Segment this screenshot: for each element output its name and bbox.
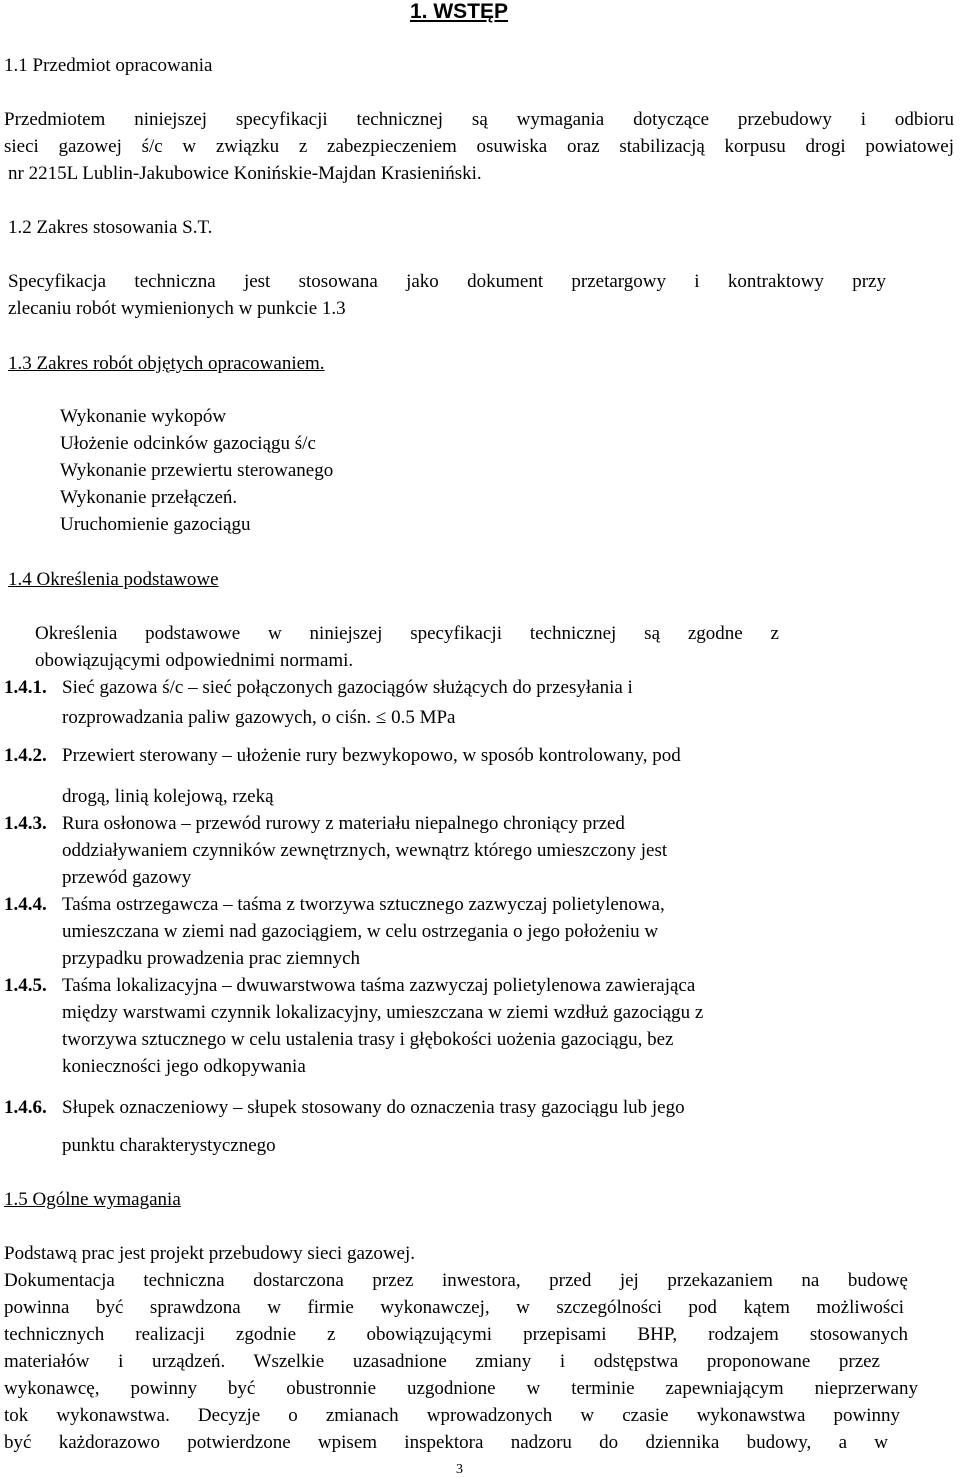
section-1-5-line: wykonawcę, powinny być obustronnie uzgodnione w terminie zapewniającym nieprzerwany	[4, 1378, 918, 1399]
definition-line: między warstwami czynnik lokalizacyjny, umieszczana w ziemi wzdłuż gazociągu z	[62, 1002, 704, 1023]
section-1-2-line: zlecaniu robót wymienionych w punkcie 1.3	[8, 298, 346, 319]
scope-item: Wykonanie przełączeń.	[60, 487, 238, 508]
section-1-3-heading: 1.3 Zakres robót objętych opracowaniem.	[8, 353, 325, 374]
definition-line: Taśma lokalizacyjna – dwuwarstwowa taśma zazwyczaj polietylenowa zawierająca	[62, 975, 696, 996]
definition-line: oddziaływaniem czynników zewnętrznych, wewnątrz którego umieszczony jest	[62, 840, 668, 861]
section-1-4-intro: Określenia podstawowe w niniejszej specyfikacji technicznej są zgodne z	[35, 623, 779, 644]
definition-line: konieczności jego odkopywania	[62, 1056, 306, 1077]
section-1-5-line: Podstawą prac jest projekt przebudowy sieci gazowej.	[4, 1243, 416, 1264]
section-1-1-heading: 1.1 Przedmiot opracowania	[4, 55, 213, 76]
section-1-1-line: nr 2215L Lublin-Jakubowice Konińskie-Majdan Krasieniński.	[8, 163, 482, 184]
definition-number: 1.4.4.	[4, 894, 47, 915]
section-1-2-heading: 1.2 Zakres stosowania S.T.	[8, 217, 213, 238]
scope-item: Ułożenie odcinków gazociągu ś/c	[60, 433, 316, 454]
section-1-2-line: Specyfikacja techniczna jest stosowana jako dokument przetargowy i kontraktowy przy	[8, 271, 886, 292]
section-1-5-line: tok wykonawstwa. Decyzje o zmianach wprowadzonych w czasie wykonawstwa powinny	[4, 1405, 900, 1426]
scope-item: Wykonanie przewiertu sterowanego	[60, 460, 334, 481]
definition-line: Przewiert sterowany – ułożenie rury bezwykopowo, w sposób kontrolowany, pod	[62, 745, 681, 766]
section-1-5-line: być każdorazowo potwierdzone wpisem inspektora nadzoru do dziennika budowy, a w	[4, 1432, 888, 1453]
scope-item: Uruchomienie gazociągu	[60, 514, 251, 535]
definition-number: 1.4.6.	[4, 1097, 47, 1118]
definition-line: Taśma ostrzegawcza – taśma z tworzywa sztucznego zazwyczaj polietylenowa,	[62, 894, 665, 915]
section-1-5-line: powinna być sprawdzona w firmie wykonawczej, w szczególności pod kątem możliwości	[4, 1297, 904, 1318]
definition-line: punktu charakterystycznego	[62, 1135, 276, 1156]
definition-line: przypadku prowadzenia prac ziemnych	[62, 948, 361, 969]
section-1-5-heading: 1.5 Ogólne wymagania	[4, 1189, 181, 1210]
scope-item: Wykonanie wykopów	[60, 406, 227, 427]
section-1-4-intro: obowiązującymi odpowiednimi normami.	[35, 650, 354, 671]
section-1-1-line: Przedmiotem niniejszej specyfikacji technicznej są wymagania dotyczące przebudowy i odbioru	[4, 109, 954, 130]
section-1-1-line: sieci gazowej ś/c w związku z zabezpieczeniem osuwiska oraz stabilizacją korpusu drogi powiatowej	[4, 136, 954, 157]
definition-number: 1.4.1.	[4, 677, 47, 698]
definition-line: Sieć gazowa ś/c – sieć połączonych gazociągów służących do przesyłania i	[62, 677, 633, 698]
page-number: 3	[456, 1462, 463, 1477]
section-1-5-line: Dokumentacja techniczna dostarczona przez inwestora, przed jej przekazaniem na budowę	[4, 1270, 908, 1291]
definition-number: 1.4.2.	[4, 745, 47, 766]
definition-number: 1.4.5.	[4, 975, 47, 996]
definition-line: drogą, linią kolejową, rzeką	[62, 786, 274, 807]
definition-line: Rura osłonowa – przewód rurowy z materiału niepalnego chroniący przed	[62, 813, 625, 834]
definition-line: Słupek oznaczeniowy – słupek stosowany do oznaczenia trasy gazociągu lub jego	[62, 1097, 685, 1118]
definition-line: rozprowadzania paliw gazowych, o ciśn. ≤ 0.5 MPa	[62, 707, 456, 728]
definition-line: tworzywa sztucznego w celu ustalenia trasy i głębokości uożenia gazociągu, bez	[62, 1029, 674, 1050]
section-1-5-line: materiałów i urządzeń. Wszelkie uzasadnione zmiany i odstępstwa proponowane przez	[4, 1351, 880, 1372]
definition-line: umieszczana w ziemi nad gazociągiem, w celu ostrzegania o jego położeniu w	[62, 921, 659, 942]
chapter-title: 1. WSTĘP	[410, 0, 509, 23]
definition-line: przewód gazowy	[62, 867, 192, 888]
section-1-4-heading: 1.4 Określenia podstawowe	[8, 569, 219, 590]
definition-number: 1.4.3.	[4, 813, 47, 834]
section-1-5-line: technicznych realizacji zgodnie z obowiązującymi przepisami BHP, rodzajem stosowanych	[4, 1324, 908, 1345]
